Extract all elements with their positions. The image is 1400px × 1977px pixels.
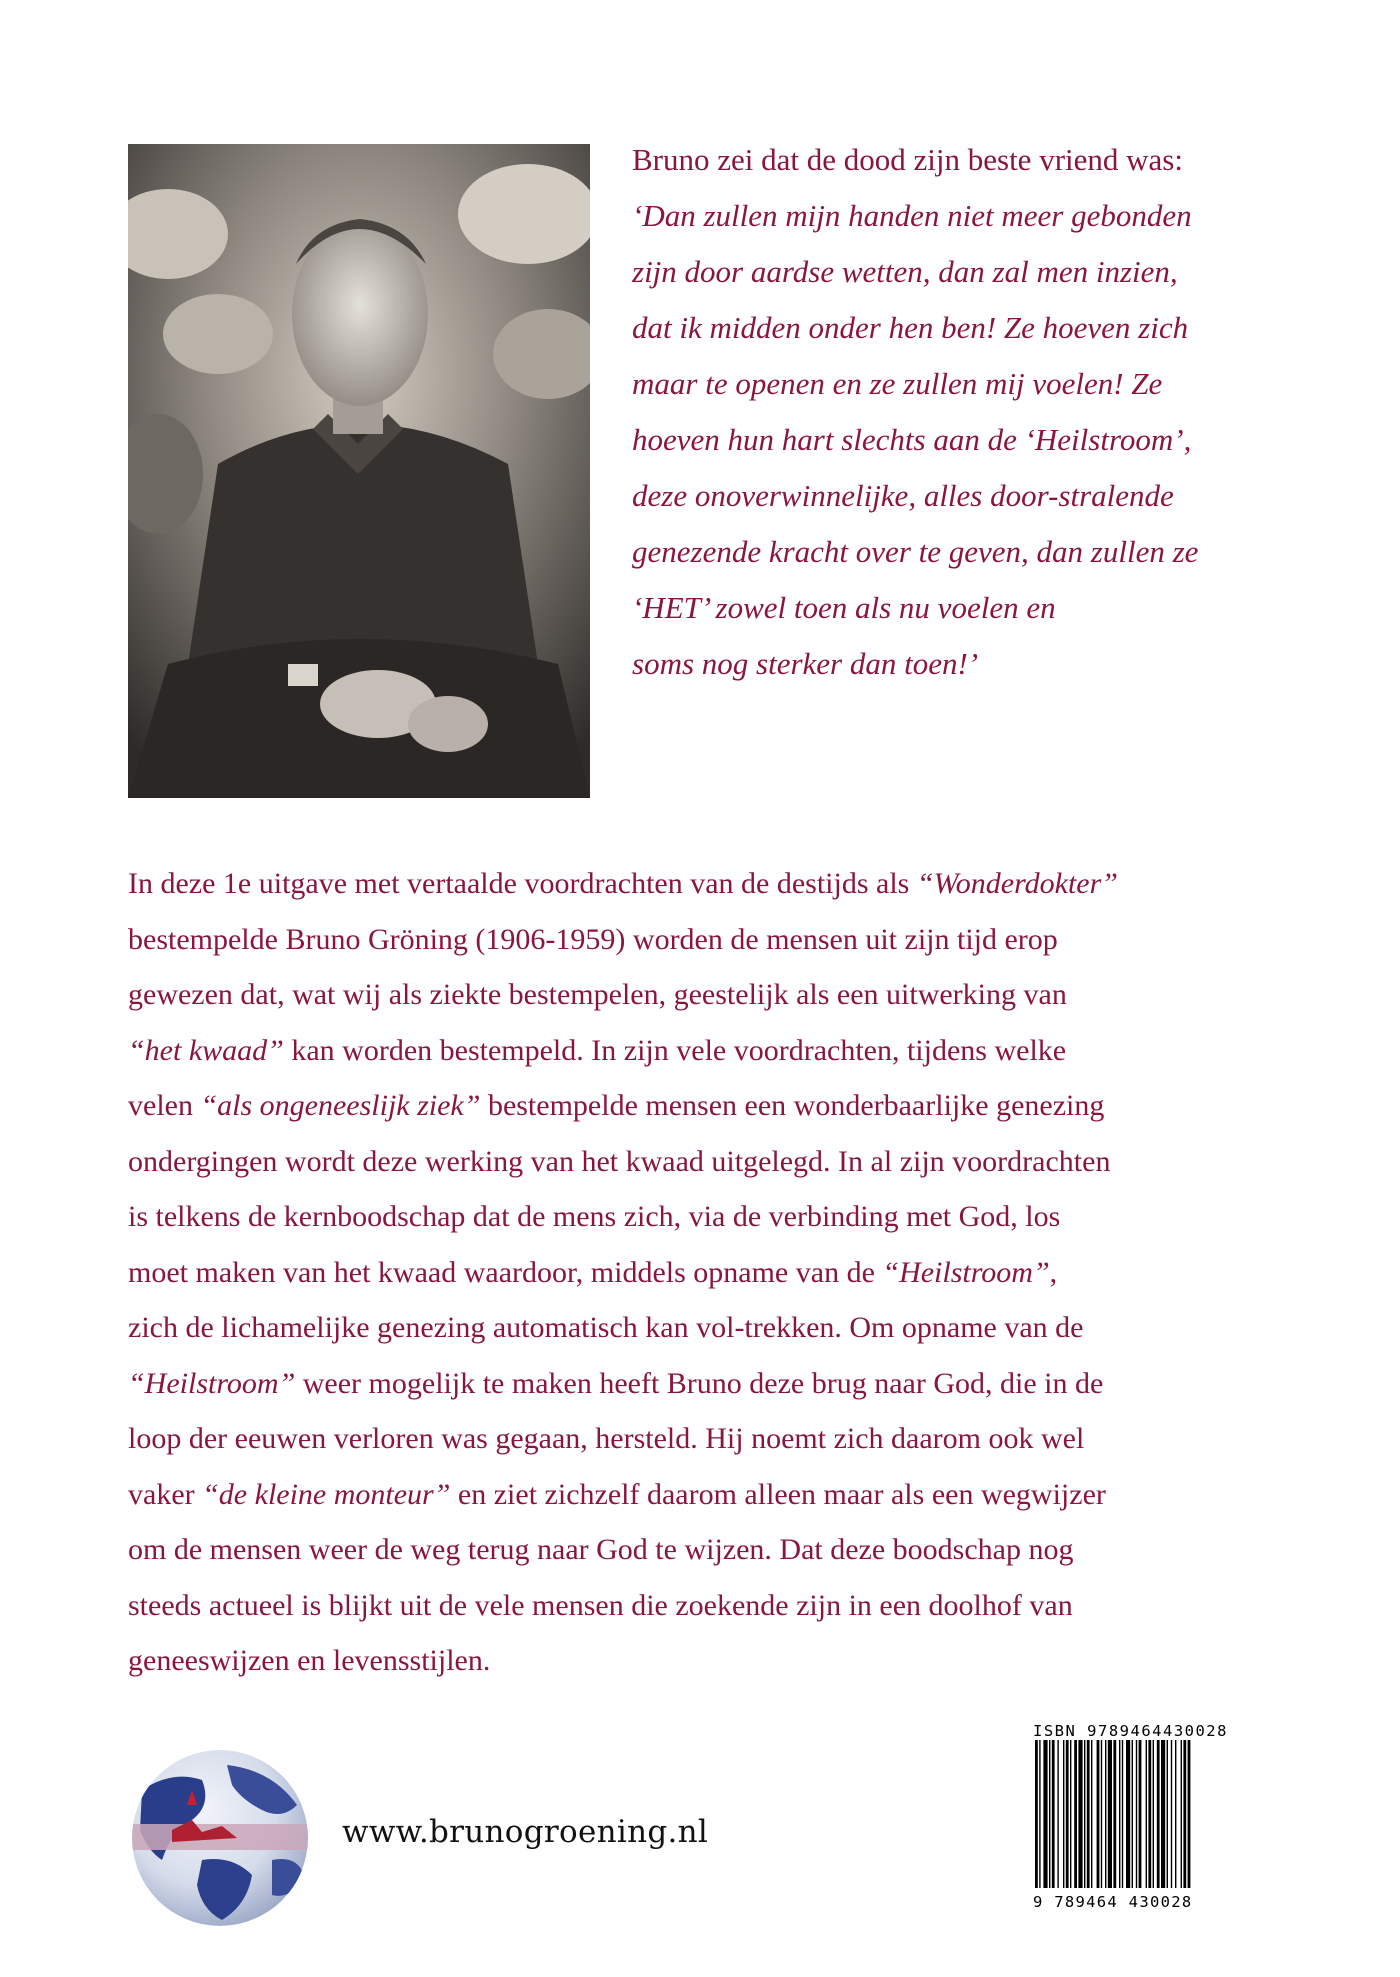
quote-block — [632, 132, 1372, 692]
quote-line: ‘Dan zullen mijn handen niet meer gebonden — [632, 198, 1192, 233]
blurb-line: loop der eeuwen verloren was gegaan, hersteld. Hij noemt zich daarom ook wel — [128, 1422, 1085, 1455]
blurb-line: is telkens de kernboodschap dat de mens zich, via de verbinding met God, los — [128, 1200, 1061, 1233]
barcode-bars-icon — [1033, 1740, 1243, 1888]
blurb-line: “Heilstroom” weer mogelijk te maken heeft Bruno deze brug naar God, die in de — [128, 1366, 1104, 1400]
quote-line: genezende kracht over te geven, dan zullen ze — [632, 534, 1199, 569]
quote-line: maar te openen en ze zullen mij voelen! Ze — [632, 366, 1163, 401]
blurb-line: bestempelde Bruno Gröning (1906-1959) worden de mensen uit zijn tijd erop — [128, 922, 1058, 956]
portrait-photo — [128, 144, 590, 798]
blurb-line: In deze 1e uitgave met vertaalde voordrachten van de destijds als “Wonderdokter” — [128, 867, 1118, 900]
blurb-line: velen “als ongeneeslijk ziek” bestempelde mensen een wonderbaarlijke genezing — [128, 1089, 1105, 1122]
blurb-line: vaker “de kleine monteur” en ziet zichzelf daarom alleen maar als een wegwijzer — [128, 1477, 1106, 1511]
blurb-line: gewezen dat, wat wij als ziekte bestempelen, geestelijk als een uitwerking van — [128, 978, 1067, 1011]
quote-line: zijn door aardse wetten, dan zal men inzien, — [632, 254, 1178, 289]
quote-line: dat ik midden onder hen ben! Ze hoeven zich — [632, 310, 1189, 345]
isbn-text: ISBN 9789464430028 — [1033, 1722, 1228, 1740]
quote-line: soms nog sterker dan toen!’ — [632, 646, 979, 681]
blurb-line: geneeswijzen en levensstijlen. — [128, 1644, 491, 1677]
blurb-line: ondergingen wordt deze werking van het kwaad uitgelegd. In al zijn voordrachten — [128, 1144, 1111, 1178]
quote-lead: Bruno zei dat de dood zijn beste vriend was: — [632, 142, 1183, 177]
blurb-paragraph — [128, 856, 1278, 1689]
blurb-line: “het kwaad” kan worden bestempeld. In zijn vele voordrachten, tijdens welke — [128, 1033, 1067, 1067]
blurb-line: steeds actueel is blijkt uit de vele mensen die zoekende zijn in een doolhof van — [128, 1588, 1073, 1622]
isbn-digits: 9 789464 430028 — [1033, 1893, 1193, 1911]
isbn-barcode — [1033, 1722, 1243, 1911]
website-url: www.brunogroening.nl — [342, 1814, 709, 1850]
blurb-line: moet maken van het kwaad waardoor, middels opname van de “Heilstroom”, — [128, 1255, 1058, 1289]
blurb-line: om de mensen weer de weg terug naar God te wijzen. Dat deze boodschap nog — [128, 1533, 1074, 1566]
quote-line: deze onoverwinnelijke, alles door-stralende — [632, 478, 1174, 513]
quote-line: hoeven hun hart slechts aan de ‘Heilstroom’, — [632, 422, 1192, 457]
quote-line: ‘HET’ zowel toen als nu voelen en — [632, 590, 1056, 625]
globe-logo-icon — [132, 1750, 308, 1926]
blurb-line: zich de lichamelijke genezing automatisch kan vol-trekken. Om opname van de — [128, 1311, 1084, 1344]
